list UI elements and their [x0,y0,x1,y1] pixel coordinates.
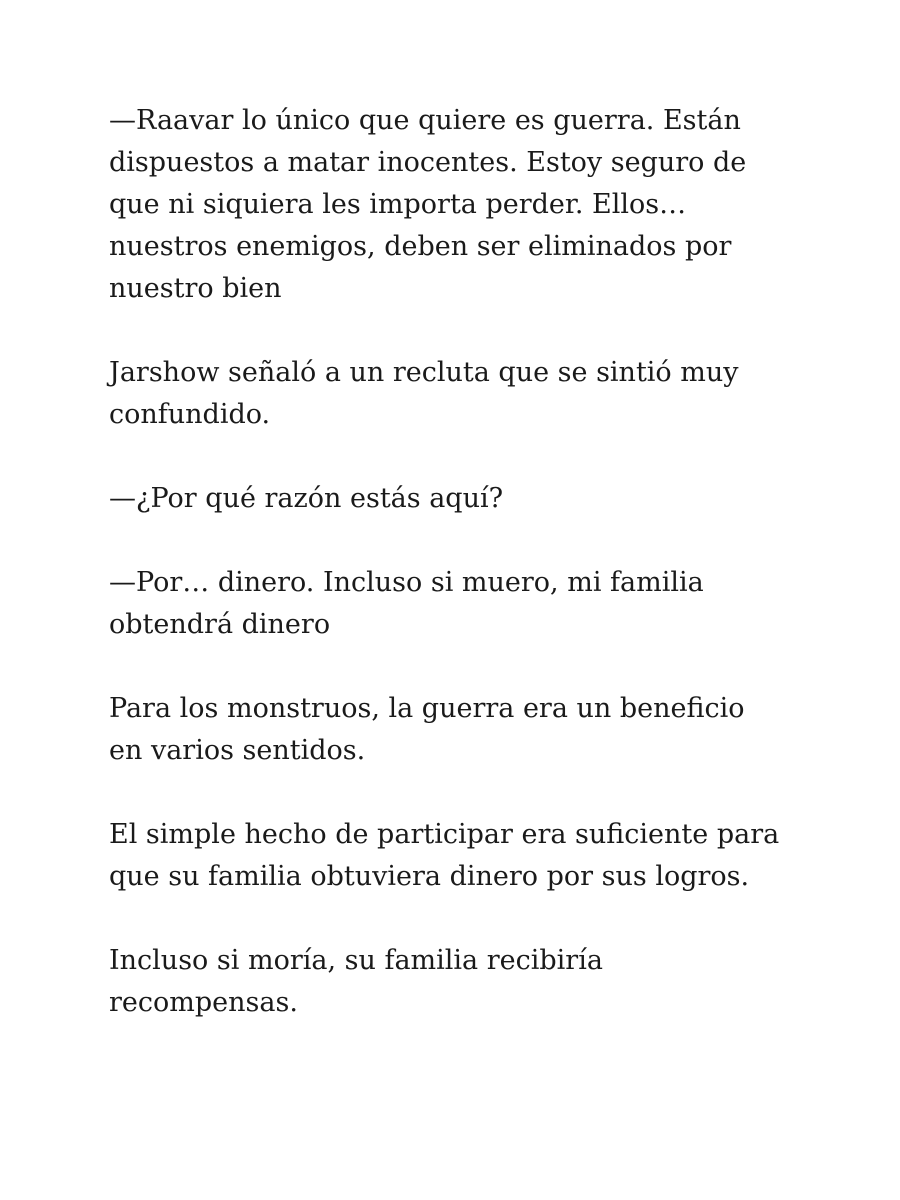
text-line: El simple hecho de participar era suficiente para [109,819,780,850]
paragraph [109,562,809,646]
text-line: nuestro bien [109,273,282,304]
paragraph [109,940,809,1024]
text-line: Incluso si moría, su familia recibiría [109,945,603,976]
text-line: confundido. [109,399,271,430]
text-line: —Por… dinero. Incluso si muero, mi familia [109,567,704,598]
text-line: nuestros enemigos, deben ser eliminados por [109,231,732,262]
paragraph [109,100,809,310]
document-body [109,100,809,1066]
paragraph [109,814,809,898]
text-line: obtendrá dinero [109,609,331,640]
text-line: dispuestos a matar inocentes. Estoy seguro de [109,147,747,178]
text-line: Jarshow señaló a un recluta que se sintió muy [109,357,739,388]
paragraph [109,688,809,772]
text-line: —Raavar lo único que quiere es guerra. Están [109,105,741,136]
paragraph [109,478,809,520]
text-line: en varios sentidos. [109,735,366,766]
paragraph [109,352,809,436]
text-line: que ni siquiera les importa perder. Ellos… [109,189,687,220]
text-line: —¿Por qué razón estás aquí? [109,483,504,514]
text-line: Para los monstruos, la guerra era un beneficio [109,693,745,724]
text-line: que su familia obtuviera dinero por sus logros. [109,861,750,892]
text-line: recompensas. [109,987,298,1018]
